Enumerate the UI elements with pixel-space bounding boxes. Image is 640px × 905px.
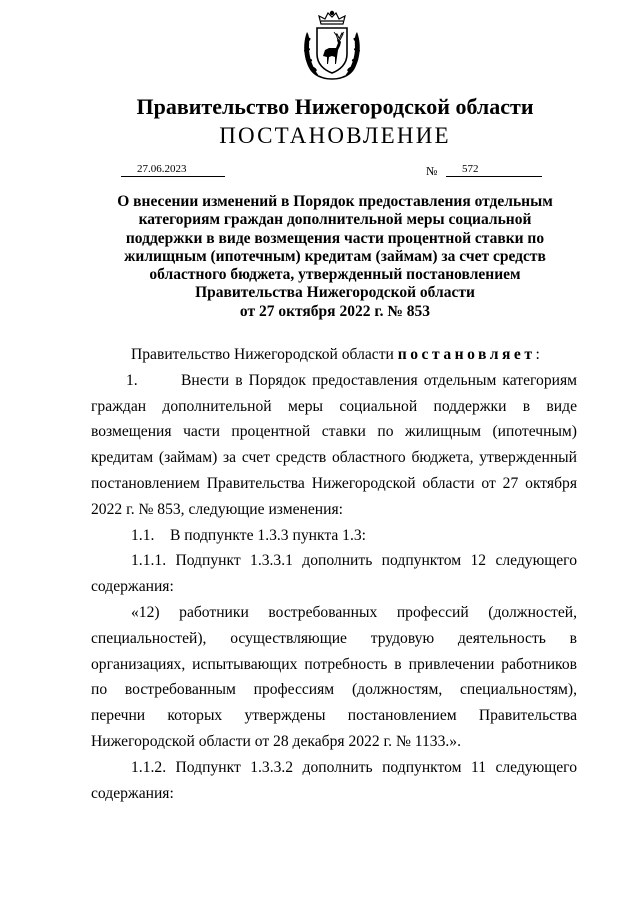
document-number: 572 — [462, 163, 479, 175]
document-date: 27.06.2023 — [137, 163, 187, 175]
subject-line: Правительства Нижегородской области — [195, 284, 475, 302]
paragraph-1-1: 1.1. В подпункте 1.3.3 пункта 1.3: — [131, 526, 366, 544]
paragraph-1-number: 1. — [126, 371, 138, 389]
preamble-colon: : — [535, 346, 540, 363]
preamble-verb: постановляет — [397, 346, 536, 363]
paragraph-1-1-1: 1.1.1. Подпункт 1.3.3.1 дополнить подпунктом 12 следующего содержания: — [91, 552, 577, 596]
preamble-paragraph — [91, 342, 577, 368]
document-type-title: ПОСТАНОВЛЕНИЕ — [219, 123, 451, 148]
document-subject — [100, 193, 570, 321]
paragraph-1 — [91, 368, 577, 523]
government-name: Правительство Нижегородской области — [136, 94, 534, 119]
date-underline — [121, 176, 225, 177]
paragraph-1-text: Внести в Порядок предоставления отдельным категориям граждан дополнительной меры социальной поддержки в виде возмещения части процентной ставки по жилищным (ипотечным) кредитам (займам) за счет средств областного бюджета, утвержденный постановлением Правительства Нижегородской области от 27 октября 2022 г. № 853, следующие изменения: — [91, 371, 577, 518]
subject-line: областного бюджета, утвержденный постановлением — [149, 266, 521, 284]
subject-line: категориям граждан дополнительной меры социальной — [138, 211, 532, 229]
subject-line: О внесении изменений в Порядок предоставления отдельным — [117, 193, 553, 210]
paragraph-1-1-2: 1.1.2. Подпункт 1.3.3.2 дополнить подпунктом 11 следующего содержания: — [91, 758, 577, 802]
coat-of-arms-icon — [301, 10, 363, 82]
preamble-text: Правительство Нижегородской области — [131, 346, 398, 363]
quoted-subparagraph-12: «12) работники востребованных профессий (должностей, специальностей), осуществляющие трудовую деятельность в организациях, испытывающих потребность в привлечении работников по востребованным профессиям (должностям, специальностям), перечни которых утверждены постановлением Правительства Нижегородской области от 28 декабря 2022 г. № 1133.». — [91, 603, 577, 750]
subject-line: жилищным (ипотечным) кредитам (займам) за счет средств — [124, 247, 546, 265]
document-body — [91, 342, 577, 806]
number-sign: № — [426, 164, 438, 178]
number-underline — [446, 176, 542, 177]
subject-line: от 27 октября 2022 г. № 853 — [239, 302, 431, 320]
subject-line: поддержки в виде возмещения части процентной ставки по — [125, 229, 545, 247]
